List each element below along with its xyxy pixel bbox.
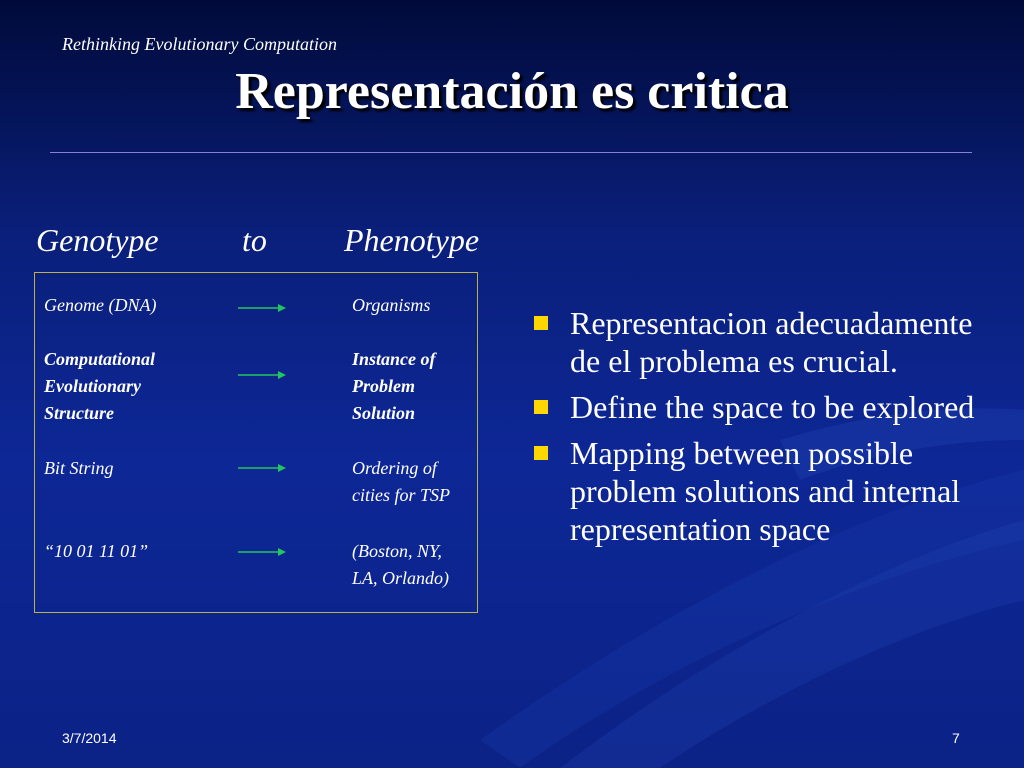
bullet-list — [532, 304, 1002, 556]
mapping-row-genotype: Genome (DNA) — [44, 295, 157, 315]
mapping-row-phenotype: Instance of Problem Solution — [352, 349, 436, 423]
mapping-row-phenotype: Organisms — [352, 295, 431, 315]
mapping-row-phenotype: Ordering of cities for TSP — [352, 458, 450, 505]
right-arrow-icon — [238, 302, 286, 314]
right-arrow-icon — [238, 546, 286, 558]
bullet-text: Representacion adecuadamente de el problema es crucial. — [570, 305, 973, 379]
title-divider — [50, 152, 972, 153]
phenotype-header: Phenotype — [344, 222, 480, 258]
bullet-text: Mapping between possible problem solutions and internal representation space — [570, 435, 961, 547]
right-arrow-icon — [238, 369, 286, 381]
mapping-row-genotype: “10 01 11 01” — [44, 541, 149, 561]
mapping-row-phenotype: (Boston, NY, LA, Orlando) — [352, 541, 450, 588]
mapping-row-genotype: Bit String — [44, 458, 114, 478]
slide-title: Representación es critica — [235, 63, 789, 120]
bullet-text: Define the space to be explored — [570, 389, 975, 425]
square-bullet-icon — [534, 446, 548, 460]
bullet-item — [532, 434, 1002, 548]
mapping-row-genotype: Computational Evolutionary Structure — [44, 349, 156, 423]
bullet-item — [532, 388, 1002, 426]
square-bullet-icon — [534, 400, 548, 414]
genotype-header: Genotype — [36, 222, 159, 258]
slide-number: 7 — [952, 730, 960, 746]
right-arrow-icon — [238, 462, 286, 474]
to-header: to — [242, 222, 267, 258]
square-bullet-icon — [534, 316, 548, 330]
slide-subtitle: Rethinking Evolutionary Computation — [62, 34, 337, 54]
footer-date: 3/7/2014 — [62, 730, 117, 746]
bullet-item — [532, 304, 1002, 380]
